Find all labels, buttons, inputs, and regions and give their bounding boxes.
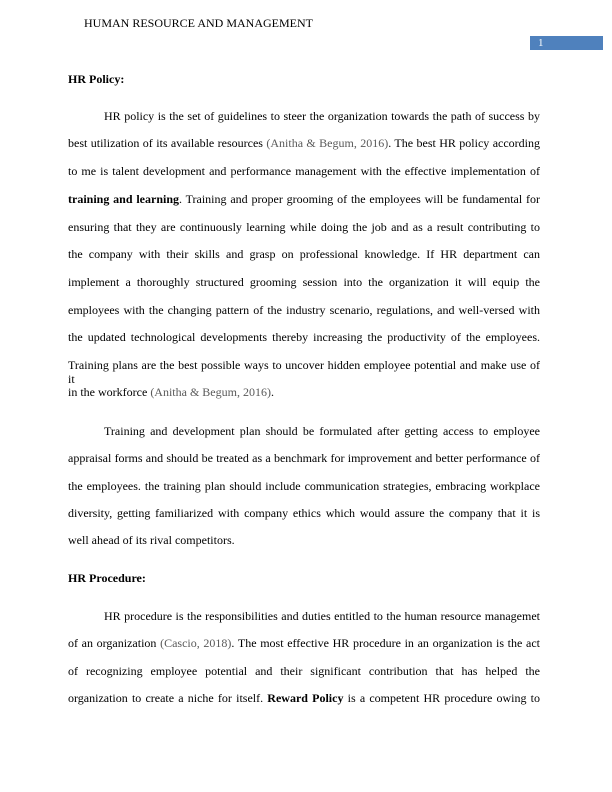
text-line (68, 533, 540, 547)
text-line (104, 109, 540, 123)
text-span: diversity, getting familiarized with company ethics which would assure the company that it is (68, 506, 540, 520)
text-span: HR policy is the set of guidelines to steer the organization towards the path of success by (104, 109, 540, 123)
text-line (68, 451, 540, 465)
text-span: appraisal forms and should be treated as a benchmark for improvement and better performance of (68, 451, 540, 465)
citation: (Cascio, 2018) (160, 636, 232, 650)
text-span: . The best HR policy according (388, 136, 541, 150)
text-span: . The most effective HR procedure in an organization is the act (231, 636, 540, 650)
text-line (68, 330, 540, 344)
text-span: ensuring that they are continuously learning while doing the job and as a result contributing to (68, 220, 540, 234)
text-span: Training plans are the best possible ways to uncover hidden employee potential and make use of it (68, 358, 540, 386)
text-span: Training and development plan should be formulated after getting access to employee (104, 424, 540, 438)
text-line (68, 506, 540, 520)
text-span: well ahead of its rival competitors. (68, 533, 235, 547)
text-line (68, 479, 540, 493)
text-span: to me is talent development and performance management with the effective implementation of (68, 164, 540, 178)
text-span: HR procedure is the responsibilities and duties entitled to the human resource managemet (104, 609, 540, 623)
bold-text: HR Policy: (68, 72, 125, 86)
citation: (Anitha & Begum, 2016) (266, 136, 389, 150)
running-head: HUMAN RESOURCE AND MANAGEMENT (84, 16, 314, 30)
bold-text: training and learning (68, 192, 180, 206)
text-line (68, 136, 540, 150)
text-span: in the workforce (68, 385, 151, 399)
text-line (68, 691, 540, 705)
text-span: the company with their skills and grasp on professional knowledge. If HR department can (68, 247, 540, 261)
text-span: the employees. the training plan should include communication strategies, embracing workplace (68, 479, 540, 493)
text-line (68, 220, 540, 234)
text-line (68, 664, 540, 678)
citation: (Anitha & Begum, 2016) (150, 385, 271, 399)
text-span: . (270, 385, 274, 399)
text-line (68, 636, 540, 650)
text-line (68, 358, 540, 386)
text-span: organization to create a niche for itself. (68, 691, 268, 705)
section-heading (68, 571, 540, 585)
text-line (104, 424, 540, 438)
bold-text: HR Procedure: (68, 571, 146, 585)
text-span: is a competent HR procedure owing to (343, 691, 541, 705)
text-line (68, 385, 540, 399)
text-span: best utilization of its available resources (68, 136, 267, 150)
text-line (68, 164, 540, 178)
text-line (68, 275, 540, 289)
text-span: of an organization (68, 636, 161, 650)
page-number: 1 (530, 36, 603, 50)
text-line (68, 192, 540, 206)
text-span: . Training and proper grooming of the employees will be fundamental for (179, 192, 540, 206)
text-line (104, 609, 540, 623)
text-span: the updated technological developments thereby increasing the productivity of the employees. (68, 330, 540, 344)
text-line (68, 303, 540, 317)
text-span: of recognizing employee potential and their significant contribution that has helped the (68, 664, 540, 678)
text-span: employees with the changing pattern of the industry scenario, regulations, and well-versed with (68, 303, 540, 317)
section-heading (68, 72, 540, 86)
text-line (68, 247, 540, 261)
bold-text: Reward Policy (267, 691, 344, 705)
text-span: implement a thoroughly structured grooming session into the organization it will equip the (68, 275, 540, 289)
